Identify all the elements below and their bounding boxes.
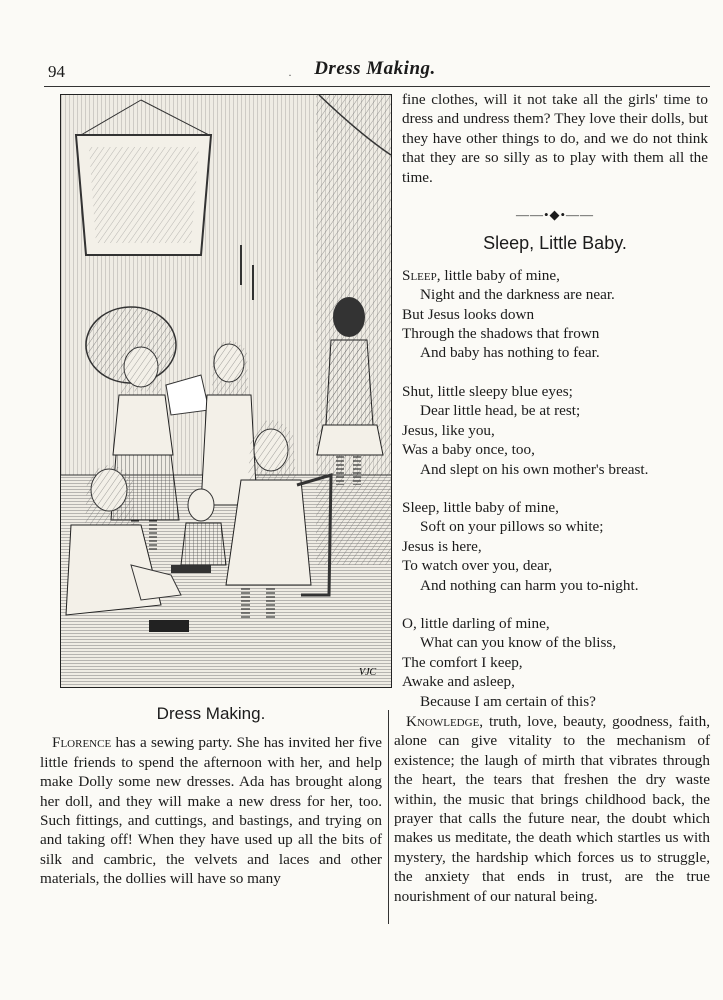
poem-title: Sleep, Little Baby. bbox=[483, 233, 627, 254]
running-title: Dress Making. bbox=[314, 58, 436, 79]
poem-line: Because I am certain of this? bbox=[420, 692, 596, 710]
continuation-paragraph: fine clothes, will it not take all the girls' time to dress and undress them? They love their dolls, but they have other things to do, and we do not think that they are so silly as to play with them all the time. bbox=[402, 91, 708, 186]
knowledge-column bbox=[394, 712, 710, 906]
knowledge-paragraph bbox=[394, 712, 710, 906]
poem-line: Through the shadows that frown bbox=[402, 325, 600, 343]
doll-on-floor bbox=[149, 620, 189, 632]
poem-stanza-4 bbox=[402, 614, 708, 711]
column-rule bbox=[388, 710, 389, 924]
poem-line: O, little darling of mine, bbox=[402, 614, 550, 632]
poem-line: And slept on his own mother's breast. bbox=[420, 460, 649, 478]
article-body: has a sewing party. She has invited her five little friends to spend the afternoon with her, and help make Dolly some new dresses. Ada has brought along her doll, and they will make a new dress for her, too. Such fittings, and cuttings, and bastings, and trying on and taking off! When they have used up all the bits of silk and cambric, the velvets and laces and other materials, the dollies will have so many bbox=[40, 734, 382, 888]
knowledge-body: , truth, love, beauty, goodness, faith, alone can give vitality to the mechanism of existence; the laugh of mirth that vibrates through the heart, the tears that freshen the dry waste within, the music that brings childhood back, the prayer that calls the future near, the doubt which makes us meditate, the death which startles us with mystery, the hardship which forces us to struggle, the anxiety that ends in trust, are the true nourishment of our natural being. bbox=[394, 713, 710, 905]
poem-line: Jesus, like you, bbox=[402, 421, 495, 439]
poem-line: What can you know of the bliss, bbox=[420, 634, 617, 652]
poem-line: Soft on your pillows so white; bbox=[420, 518, 604, 536]
poem-line: And baby has nothing to fear. bbox=[420, 344, 600, 362]
poem-stanza-2 bbox=[402, 382, 708, 479]
poem-line: Sleep, little baby of mine, bbox=[402, 266, 560, 284]
poem-first-word: Sleep bbox=[402, 266, 437, 284]
engraving-svg bbox=[61, 95, 391, 687]
article-column bbox=[40, 700, 382, 889]
article-lead-word: Florence bbox=[52, 734, 112, 752]
poem-stanza-3 bbox=[402, 498, 708, 595]
poem-line: But Jesus looks down bbox=[402, 305, 535, 323]
poem-line: And nothing can harm you to-night. bbox=[420, 576, 639, 594]
poem-line: The comfort I keep, bbox=[402, 653, 523, 671]
poem-line: Jesus is here, bbox=[402, 537, 482, 555]
poem-line: Awake and asleep, bbox=[402, 673, 515, 691]
engraver-signature: VJC bbox=[359, 667, 377, 678]
header-rule bbox=[44, 86, 710, 87]
article-paragraph bbox=[40, 733, 382, 888]
poem-line: Sleep, little baby of mine, bbox=[402, 498, 559, 516]
page-header bbox=[40, 58, 710, 86]
poem-line: Was a baby once, too, bbox=[402, 441, 535, 459]
poem-line: Shut, little sleepy blue eyes; bbox=[402, 382, 573, 400]
article-title: Dress Making. bbox=[156, 704, 266, 723]
poem-stanza-1 bbox=[402, 266, 708, 363]
poem-line: To watch over you, dear, bbox=[402, 557, 553, 575]
poem-line: Night and the darkness are near. bbox=[420, 286, 615, 304]
poem-line: Dear little head, be at rest; bbox=[420, 402, 581, 420]
knowledge-lead-word: Knowledge bbox=[406, 713, 480, 730]
engraving-illustration bbox=[60, 94, 392, 688]
section-divider: ——•◆•—— bbox=[515, 207, 595, 223]
page-number: 94 bbox=[48, 62, 65, 81]
header-ornament: · bbox=[288, 68, 292, 82]
right-column bbox=[402, 90, 708, 730]
